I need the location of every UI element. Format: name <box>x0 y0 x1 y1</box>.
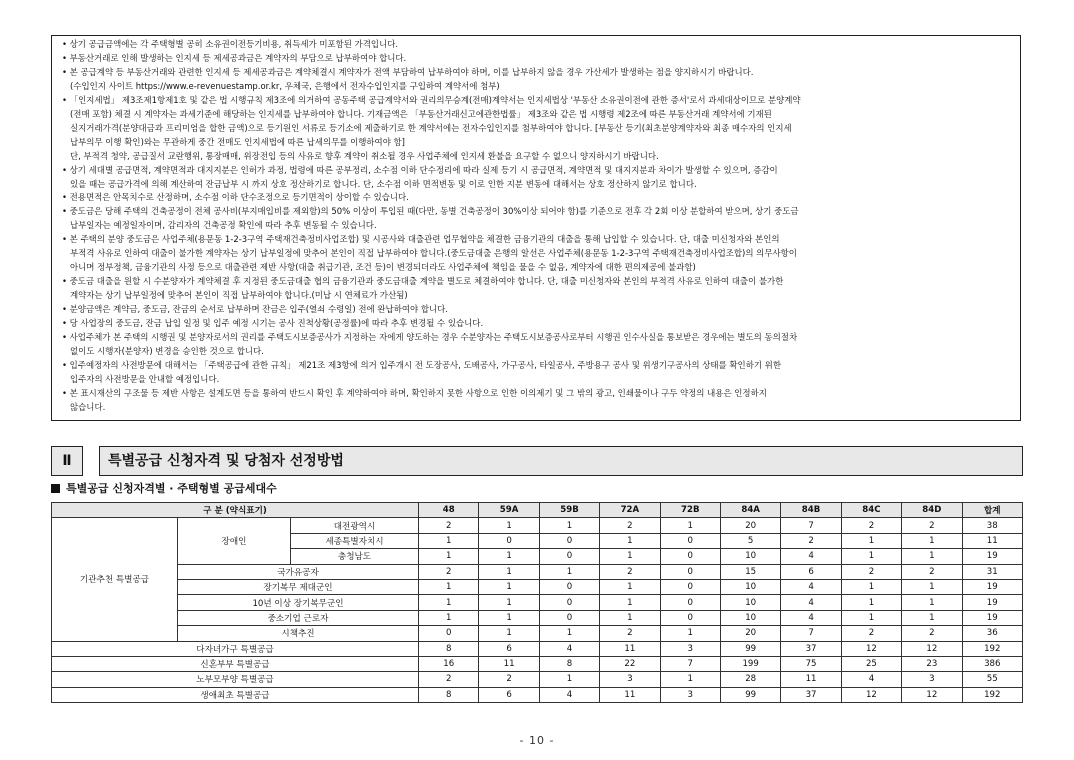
total-cell: 36 <box>962 626 1022 641</box>
value-cell: 1 <box>600 549 660 564</box>
subheading-text: 특별공급 신청자격별 · 주택형별 공급세대수 <box>66 482 277 495</box>
value-cell: 6 <box>479 687 539 702</box>
note-line: 계약자는 상기 납부일정에 맞추어 본인이 직접 납부하여야 합니다.(미납 시 연체료가 가산됨) <box>70 290 408 301</box>
value-cell: 2 <box>902 626 962 641</box>
note-line: 단, 부적격 청약, 공급질서 교란행위, 통장매매, 위장전입 등의 사유로 향후 계약이 취소될 경우 사업주체에 인지세 환불을 요구할 수 없으니 양지하시기 바랍니다. <box>70 150 659 161</box>
value-cell: 75 <box>781 656 841 671</box>
value-cell: 4 <box>781 549 841 564</box>
table-row <box>52 626 1023 641</box>
value-cell: 1 <box>479 595 539 610</box>
value-cell: 12 <box>902 641 962 656</box>
value-cell: 0 <box>660 610 720 625</box>
value-cell: 2 <box>841 564 901 579</box>
total-cell: 19 <box>962 549 1022 564</box>
note-line: • 분양금액은 계약금, 중도금, 잔금의 순서로 납부하며 잔금은 입주(열쇠 수령일) 전에 완납하여야 합니다. <box>62 304 448 315</box>
value-cell: 25 <box>841 656 901 671</box>
table-row <box>52 564 1023 579</box>
value-cell: 0 <box>660 595 720 610</box>
total-cell: 19 <box>962 595 1022 610</box>
value-cell: 1 <box>479 626 539 641</box>
header-type: 84A <box>720 503 780 518</box>
header-category: 구 분 (약식표기) <box>52 503 419 518</box>
value-cell: 8 <box>419 641 479 656</box>
note-line: 있을 때는 공급가격에 의해 계산하여 잔금납부 시 까지 상호 정산하기로 합니다. 단, 소수점 이하 면적변동 및 이로 인한 지분 변동에 대해서는 상호 정산하지 않기로 합니다. <box>70 178 697 189</box>
note-line: • 본 공급계약 등 부동산거래와 관련한 인지세 등 제세공과금은 계약체결시 계약자가 전액 부담하여 납부하여야 하며, 이를 납부하지 않을 경우 가산세가 발생하는 점을 양지하시기 바랍니다. <box>62 66 754 77</box>
value-cell: 10 <box>720 595 780 610</box>
value-cell: 1 <box>660 518 720 533</box>
value-cell: 1 <box>479 610 539 625</box>
value-cell: 1 <box>841 579 901 594</box>
value-cell: 1 <box>479 518 539 533</box>
row-label: 10년 이상 장기복무군인 <box>178 595 419 610</box>
value-cell: 0 <box>660 564 720 579</box>
header-type: 72B <box>660 503 720 518</box>
note-line: (수입인지 사이트 https://www.e-revenuestamp.or.kr, 우체국, 은행에서 전자수입인지를 구입하여 계약서에 첨부) <box>70 80 500 91</box>
header-type: 84C <box>841 503 901 518</box>
value-cell: 10 <box>720 579 780 594</box>
value-cell: 12 <box>902 687 962 702</box>
row-label: 중소기업 근로자 <box>178 610 419 625</box>
note-line: 납부의무 이행 확인)와는 무관하게 중간 전매도 인지세법에 따른 납세의무를 이행하여야 함] <box>70 136 405 147</box>
header-type: 48 <box>419 503 479 518</box>
value-cell: 11 <box>600 641 660 656</box>
value-cell: 2 <box>600 518 660 533</box>
value-cell: 11 <box>479 656 539 671</box>
value-cell: 1 <box>902 595 962 610</box>
value-cell: 0 <box>660 533 720 548</box>
value-cell: 10 <box>720 549 780 564</box>
value-cell: 7 <box>781 626 841 641</box>
table-row <box>52 595 1023 610</box>
total-cell: 19 <box>962 579 1022 594</box>
value-cell: 1 <box>539 518 599 533</box>
value-cell: 2 <box>902 518 962 533</box>
note-line: 납부일자는 예정일자이며, 감리자의 건축공정 확인에 따라 추후 변동될 수 있습니다. <box>70 220 377 231</box>
total-cell: 192 <box>962 641 1022 656</box>
value-cell: 0 <box>479 533 539 548</box>
value-cell: 2 <box>841 626 901 641</box>
value-cell: 4 <box>781 610 841 625</box>
value-cell: 4 <box>841 672 901 687</box>
value-cell: 20 <box>720 626 780 641</box>
page-number: - 10 - <box>519 734 555 747</box>
note-line: • 사업주체가 본 주택의 시행권 및 분양자로서의 권리를 주택도시보증공사가 지정하는 자에게 양도하는 경우 수분양자는 주택도시보증공사로부터 시행권 인수사실을 통보받은 경우에는 별도의 동의절차 <box>62 332 798 343</box>
value-cell: 4 <box>539 641 599 656</box>
header-type: 59A <box>479 503 539 518</box>
value-cell: 1 <box>902 579 962 594</box>
note-line: • 당 사업장의 중도금, 잔금 납입 일정 및 입주 예정 시기는 공사 진척상황(공정률)에 따라 추후 변경될 수 있습니다. <box>62 318 484 329</box>
total-cell: 31 <box>962 564 1022 579</box>
row-label: 충청남도 <box>291 549 419 564</box>
allocation-table <box>51 502 1023 703</box>
value-cell: 3 <box>600 672 660 687</box>
value-cell: 1 <box>841 549 901 564</box>
value-cell: 1 <box>419 595 479 610</box>
table-row <box>52 518 1023 533</box>
header-type: 72A <box>600 503 660 518</box>
value-cell: 3 <box>660 687 720 702</box>
note-line: 입주자의 사전방문을 안내할 예정입니다. <box>70 373 220 384</box>
value-cell: 2 <box>419 564 479 579</box>
value-cell: 2 <box>600 564 660 579</box>
total-cell: 19 <box>962 610 1022 625</box>
note-line: 부적격 사유로 인하여 대출이 불가한 계약자는 상기 납부일정에 맞추어 본인이 직접 납부하여야 합니다.(중도금대출 은행의 알선은 사업주체(용문동 1-2-3구역 주택재건축정비사업조합)의 의무사항이 <box>70 248 797 259</box>
row-label: 장기복무 제대군인 <box>178 579 419 594</box>
value-cell: 1 <box>479 564 539 579</box>
value-cell: 0 <box>660 549 720 564</box>
table-row <box>52 641 1023 656</box>
value-cell: 1 <box>902 533 962 548</box>
row-label: 노부모부양 특별공급 <box>52 672 419 687</box>
value-cell: 1 <box>600 533 660 548</box>
value-cell: 1 <box>539 564 599 579</box>
value-cell: 2 <box>419 672 479 687</box>
value-cell: 7 <box>660 656 720 671</box>
section-header <box>51 446 1023 478</box>
value-cell: 16 <box>419 656 479 671</box>
value-cell: 15 <box>720 564 780 579</box>
value-cell: 23 <box>902 656 962 671</box>
header-total: 합계 <box>962 503 1022 518</box>
note-line: • 본 주택의 분양 중도금은 사업주체(용문동 1-2-3구역 주택재건축정비사업조합) 및 시공사와 대출관련 업무협약을 체결한 금융기관의 대출을 통해 납입할 수 있습니다. 단, 대출 미신청자와 본인의 <box>62 234 780 245</box>
value-cell: 4 <box>781 579 841 594</box>
table-row <box>52 656 1023 671</box>
row-label: 국가유공자 <box>178 564 419 579</box>
table-row <box>52 610 1023 625</box>
value-cell: 28 <box>720 672 780 687</box>
value-cell: 1 <box>479 579 539 594</box>
note-line: 않습니다. <box>70 401 106 412</box>
value-cell: 0 <box>539 579 599 594</box>
section-number: Ⅱ <box>51 446 83 476</box>
value-cell: 2 <box>781 533 841 548</box>
value-cell: 1 <box>419 579 479 594</box>
note-line: 실지거래가격(분양대금과 프리미엄을 합한 금액)으로 등기원인 서류로 등기소에 제출하기로 한 계약서에는 전자수입인지를 첨부하여야 합니다. [부동산 등기(최초분양계약자와 최종 매수자의 인지세 <box>70 122 792 133</box>
value-cell: 199 <box>720 656 780 671</box>
value-cell: 0 <box>539 533 599 548</box>
value-cell: 0 <box>660 579 720 594</box>
value-cell: 2 <box>902 564 962 579</box>
value-cell: 1 <box>902 549 962 564</box>
note-line: 아니며 정부정책, 금융기관의 사정 등으로 대출관련 제반 사항(대출 취급기관, 조건 등)이 변경되더라도 사업주체에 책임을 물을 수 없음, 계약자에 대한 편의제공에 불과함) <box>70 262 696 273</box>
value-cell: 99 <box>720 687 780 702</box>
table-row <box>52 579 1023 594</box>
note-line: • 본 표시재산의 구조물 등 제반 사항은 설계도면 등을 통하여 반드시 확인 후 계약하여야 하며, 확인하지 못한 사항으로 인한 이의제기 및 그 밖의 광고, 인쇄물이나 구두 약정의 내용은 인정하지 <box>62 387 767 398</box>
value-cell: 8 <box>419 687 479 702</box>
total-cell: 386 <box>962 656 1022 671</box>
value-cell: 7 <box>781 518 841 533</box>
value-cell: 20 <box>720 518 780 533</box>
value-cell: 1 <box>600 610 660 625</box>
value-cell: 1 <box>841 610 901 625</box>
header-type: 84B <box>781 503 841 518</box>
value-cell: 1 <box>902 610 962 625</box>
value-cell: 0 <box>539 595 599 610</box>
notes-box <box>51 35 1021 421</box>
value-cell: 6 <box>781 564 841 579</box>
note-line: • 중도금은 당해 주택의 건축공정이 전체 공사비(부지매입비를 제외함)의 50% 이상이 투입된 때(다만, 동별 건축공정이 30%이상 되어야 함)를 기준으로 전후 각 2회 이상 분할하여 받으며, 상기 중도금 <box>62 206 799 217</box>
value-cell: 12 <box>841 687 901 702</box>
value-cell: 3 <box>660 641 720 656</box>
disabled-category: 장애인 <box>178 518 291 564</box>
header-type: 84D <box>902 503 962 518</box>
note-line: • 중도금 대출을 원할 시 수분양자가 계약체결 후 지정된 중도금대출 협의 금융기관과 중도금대출 계약을 별도로 체결하여야 합니다. 단, 대출 미신청자와 본인의 부적격 사유로 인하여 대출이 불가한 <box>62 276 784 287</box>
total-cell: 55 <box>962 672 1022 687</box>
row-label: 세종특별자치시 <box>291 533 419 548</box>
value-cell: 1 <box>419 549 479 564</box>
value-cell: 5 <box>720 533 780 548</box>
note-line: • 상기 세대별 공급면적, 계약면적과 대지지분은 인허가 과정, 법령에 따른 공부정리, 소수점 이하 단수정리에 따라 실제 등기 시 공급면적, 계약면적 및 대지지분과 차이가 발생할 수 있으며, 증감이 <box>62 164 778 175</box>
table-header-row <box>52 503 1023 518</box>
value-cell: 12 <box>841 641 901 656</box>
value-cell: 1 <box>419 533 479 548</box>
value-cell: 0 <box>539 610 599 625</box>
value-cell: 37 <box>781 687 841 702</box>
row-label: 신혼부부 특별공급 <box>52 656 419 671</box>
total-cell: 192 <box>962 687 1022 702</box>
value-cell: 4 <box>781 595 841 610</box>
value-cell: 1 <box>660 672 720 687</box>
value-cell: 1 <box>539 672 599 687</box>
note-line: • 전용면적은 안목치수로 산정하며, 소수점 이하 단수조정으로 등기면적이 상이할 수 있습니다. <box>62 192 409 203</box>
total-cell: 38 <box>962 518 1022 533</box>
square-bullet-icon <box>51 484 60 493</box>
value-cell: 37 <box>781 641 841 656</box>
value-cell: 99 <box>720 641 780 656</box>
value-cell: 8 <box>539 656 599 671</box>
row-label: 시책추진 <box>178 626 419 641</box>
value-cell: 1 <box>841 595 901 610</box>
note-line: • 부동산거래로 인해 발생하는 인지세 등 제세공과금은 계약자의 부담으로 납부하여야 합니다. <box>62 52 407 63</box>
value-cell: 10 <box>720 610 780 625</box>
section-title: 특별공급 신청자격 및 당첨자 선정방법 <box>99 446 1023 476</box>
header-type: 59B <box>539 503 599 518</box>
institution-category: 기관추천 특별공급 <box>52 518 178 641</box>
note-line: 없이도 시행자(분양자) 변경을 승인한 것으로 합니다. <box>70 345 264 356</box>
value-cell: 0 <box>419 626 479 641</box>
note-line: • 입주예정자의 사전방문에 대해서는 「주택공급에 관한 규칙」 제21조 제3항에 의거 입주개시 전 도장공사, 도배공사, 가구공사, 타일공사, 주방용구 공사 및 위생기구공사의 상태를 확인하기 위한 <box>62 359 781 370</box>
table-row <box>52 672 1023 687</box>
note-line: (전매 포함) 체결 시 계약자는 과세기준에 해당하는 인지세를 납부하여야 합니다. 기재금액은 「부동산거래신고에관한법률」 제3조와 같은 법 시행령 제2조에 따른 부동산거래 계약서에 기재된 <box>70 108 772 119</box>
row-label: 대전광역시 <box>291 518 419 533</box>
value-cell: 2 <box>600 626 660 641</box>
value-cell: 1 <box>660 626 720 641</box>
value-cell: 4 <box>539 687 599 702</box>
row-label: 다자녀가구 특별공급 <box>52 641 419 656</box>
value-cell: 6 <box>479 641 539 656</box>
total-cell: 11 <box>962 533 1022 548</box>
value-cell: 2 <box>419 518 479 533</box>
value-cell: 1 <box>479 549 539 564</box>
note-line: • 상기 공급금액에는 각 주택형별 공히 소유권이전등기비용, 취득세가 미포함된 가격입니다. <box>62 39 399 49</box>
note-line: • 「인지세법」 제3조제1항제1호 및 같은 법 시행규칙 제3조에 의거하여 공동주택 공급계약서와 권리의무승계(전매)계약서는 인지세법상 '부동산 소유권이전에 관한 증서'로서 과세대상이므로 분양계약 <box>62 94 801 105</box>
value-cell: 1 <box>600 579 660 594</box>
value-cell: 1 <box>419 610 479 625</box>
value-cell: 22 <box>600 656 660 671</box>
subheading <box>51 480 277 496</box>
value-cell: 3 <box>902 672 962 687</box>
value-cell: 0 <box>539 549 599 564</box>
table-row <box>52 687 1023 702</box>
value-cell: 2 <box>479 672 539 687</box>
value-cell: 2 <box>841 518 901 533</box>
value-cell: 11 <box>600 687 660 702</box>
value-cell: 1 <box>539 626 599 641</box>
row-label: 생애최초 특별공급 <box>52 687 419 702</box>
value-cell: 1 <box>600 595 660 610</box>
value-cell: 11 <box>781 672 841 687</box>
value-cell: 1 <box>841 533 901 548</box>
